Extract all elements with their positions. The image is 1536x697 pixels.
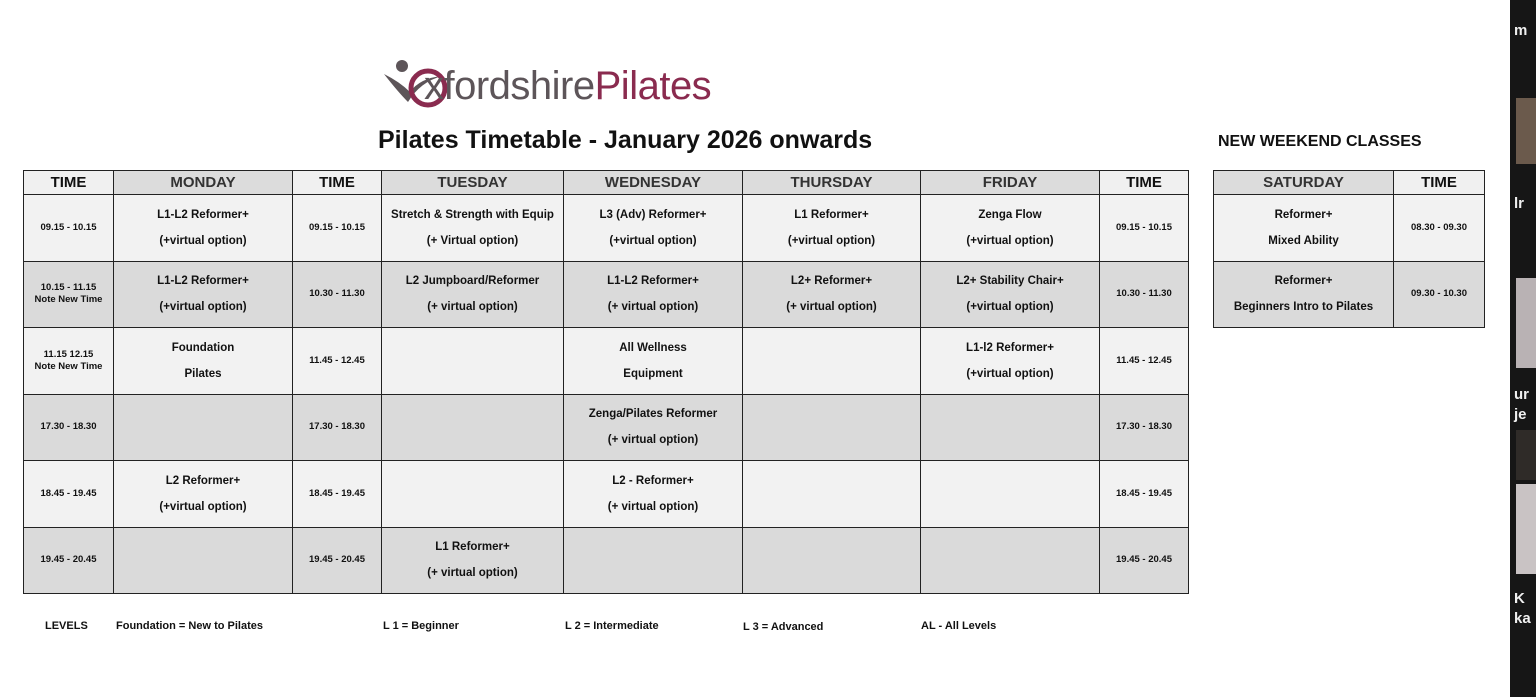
table-row <box>24 328 1189 395</box>
class-cell <box>382 328 564 395</box>
time-cell: 09.15 - 10.15 <box>1100 195 1189 262</box>
level-l3: L 3 = Advanced <box>743 621 824 633</box>
time-cell: 18.45 - 19.45 <box>1100 461 1189 528</box>
class-cell: L2 Jumpboard/Reformer (+ virtual option) <box>382 261 564 328</box>
logo-wordmark <box>424 66 711 106</box>
class-cell <box>114 394 293 461</box>
time-cell: 17.30 - 18.30 <box>24 394 114 461</box>
header-time-1: TIME <box>24 171 114 195</box>
time-cell: 09.15 - 10.15 <box>293 195 382 262</box>
weekday-timetable <box>23 170 1189 594</box>
time-cell: 08.30 - 09.30 <box>1394 195 1485 262</box>
header-thursday: THURSDAY <box>743 171 921 195</box>
class-cell: L1 Reformer+ (+virtual option) <box>743 195 921 262</box>
class-cell: Zenga Flow (+virtual option) <box>921 195 1100 262</box>
class-cell <box>743 394 921 461</box>
class-cell: Zenga/Pilates Reformer (+ virtual option) <box>564 394 743 461</box>
time-cell: 17.30 - 18.30 <box>293 394 382 461</box>
time-cell: 18.45 - 19.45 <box>24 461 114 528</box>
class-cell <box>743 527 921 594</box>
table-row <box>1214 261 1485 328</box>
time-cell: 19.45 - 20.45 <box>24 527 114 594</box>
adjacent-window-strip <box>1510 0 1536 697</box>
class-cell <box>382 394 564 461</box>
class-cell: L1-L2 Reformer+ (+ virtual option) <box>564 261 743 328</box>
weekend-header-row <box>1214 171 1485 195</box>
strip-thumbnail <box>1516 430 1536 480</box>
strip-thumbnail <box>1516 484 1536 574</box>
level-l2: L 2 = Intermediate <box>565 620 659 632</box>
table-row <box>24 527 1189 594</box>
class-cell <box>743 461 921 528</box>
header-time-3: TIME <box>1100 171 1189 195</box>
table-row <box>1214 195 1485 262</box>
class-cell <box>114 527 293 594</box>
class-cell <box>921 461 1100 528</box>
strip-text: ka <box>1514 610 1531 627</box>
logo-wordmark-part1: xfordshire <box>424 64 595 108</box>
header-weekend-time: TIME <box>1394 171 1485 195</box>
class-cell: L3 (Adv) Reformer+ (+virtual option) <box>564 195 743 262</box>
class-cell: All Wellness Equipment <box>564 328 743 395</box>
levels-legend <box>0 620 1100 636</box>
time-cell: 18.45 - 19.45 <box>293 461 382 528</box>
table-row <box>24 195 1189 262</box>
header-saturday: SATURDAY <box>1214 171 1394 195</box>
class-cell: L2 Reformer+ (+virtual option) <box>114 461 293 528</box>
strip-text: je <box>1514 406 1527 423</box>
header-monday: MONDAY <box>114 171 293 195</box>
time-cell: 11.15 12.15 Note New Time <box>24 328 114 395</box>
time-cell: 10.15 - 11.15 Note New Time <box>24 261 114 328</box>
time-cell: 11.45 - 12.45 <box>293 328 382 395</box>
class-cell: L1 Reformer+ (+ virtual option) <box>382 527 564 594</box>
weekend-title: NEW WEEKEND CLASSES <box>1218 133 1422 150</box>
time-cell: 10.30 - 11.30 <box>1100 261 1189 328</box>
strip-thumbnail <box>1516 278 1536 368</box>
strip-thumbnail <box>1516 98 1536 164</box>
time-cell: 19.45 - 20.45 <box>293 527 382 594</box>
header-time-2: TIME <box>293 171 382 195</box>
header-wednesday: WEDNESDAY <box>564 171 743 195</box>
strip-text: m <box>1514 22 1528 39</box>
page-title: Pilates Timetable - January 2026 onwards <box>378 126 873 154</box>
levels-label: LEVELS <box>45 620 88 632</box>
oxfordshire-pilates-logo <box>380 52 750 112</box>
time-cell: 09.15 - 10.15 <box>24 195 114 262</box>
table-row <box>24 261 1189 328</box>
table-row <box>24 461 1189 528</box>
class-cell: L1-l2 Reformer+ (+virtual option) <box>921 328 1100 395</box>
level-l1: L 1 = Beginner <box>383 620 459 632</box>
class-cell: L2 - Reformer+ (+ virtual option) <box>564 461 743 528</box>
class-cell: Reformer+ Beginners Intro to Pilates <box>1214 261 1394 328</box>
strip-text: K <box>1514 590 1525 607</box>
class-cell: L1-L2 Reformer+ (+virtual option) <box>114 261 293 328</box>
time-cell: 10.30 - 11.30 <box>293 261 382 328</box>
logo-wordmark-part2: Pilates <box>594 64 712 108</box>
class-cell: L2+ Reformer+ (+ virtual option) <box>743 261 921 328</box>
weekend-timetable <box>1213 170 1485 328</box>
class-cell: Foundation Pilates <box>114 328 293 395</box>
class-cell <box>564 527 743 594</box>
time-cell: 19.45 - 20.45 <box>1100 527 1189 594</box>
class-cell <box>921 527 1100 594</box>
class-cell: Reformer+ Mixed Ability <box>1214 195 1394 262</box>
class-cell <box>382 461 564 528</box>
strip-text: ur <box>1514 386 1529 403</box>
class-cell: L1-L2 Reformer+ (+virtual option) <box>114 195 293 262</box>
header-row <box>24 171 1189 195</box>
class-cell <box>743 328 921 395</box>
level-al: AL - All Levels <box>921 620 997 632</box>
time-cell: 09.30 - 10.30 <box>1394 261 1485 328</box>
header-tuesday: TUESDAY <box>382 171 564 195</box>
strip-text: lr <box>1514 195 1525 212</box>
header-friday: FRIDAY <box>921 171 1100 195</box>
class-cell: Stretch & Strength with Equip (+ Virtual option) <box>382 195 564 262</box>
class-cell <box>921 394 1100 461</box>
level-foundation: Foundation = New to Pilates <box>116 620 263 632</box>
time-cell: 11.45 - 12.45 <box>1100 328 1189 395</box>
time-cell: 17.30 - 18.30 <box>1100 394 1189 461</box>
table-row <box>24 394 1189 461</box>
class-cell: L2+ Stability Chair+ (+virtual option) <box>921 261 1100 328</box>
